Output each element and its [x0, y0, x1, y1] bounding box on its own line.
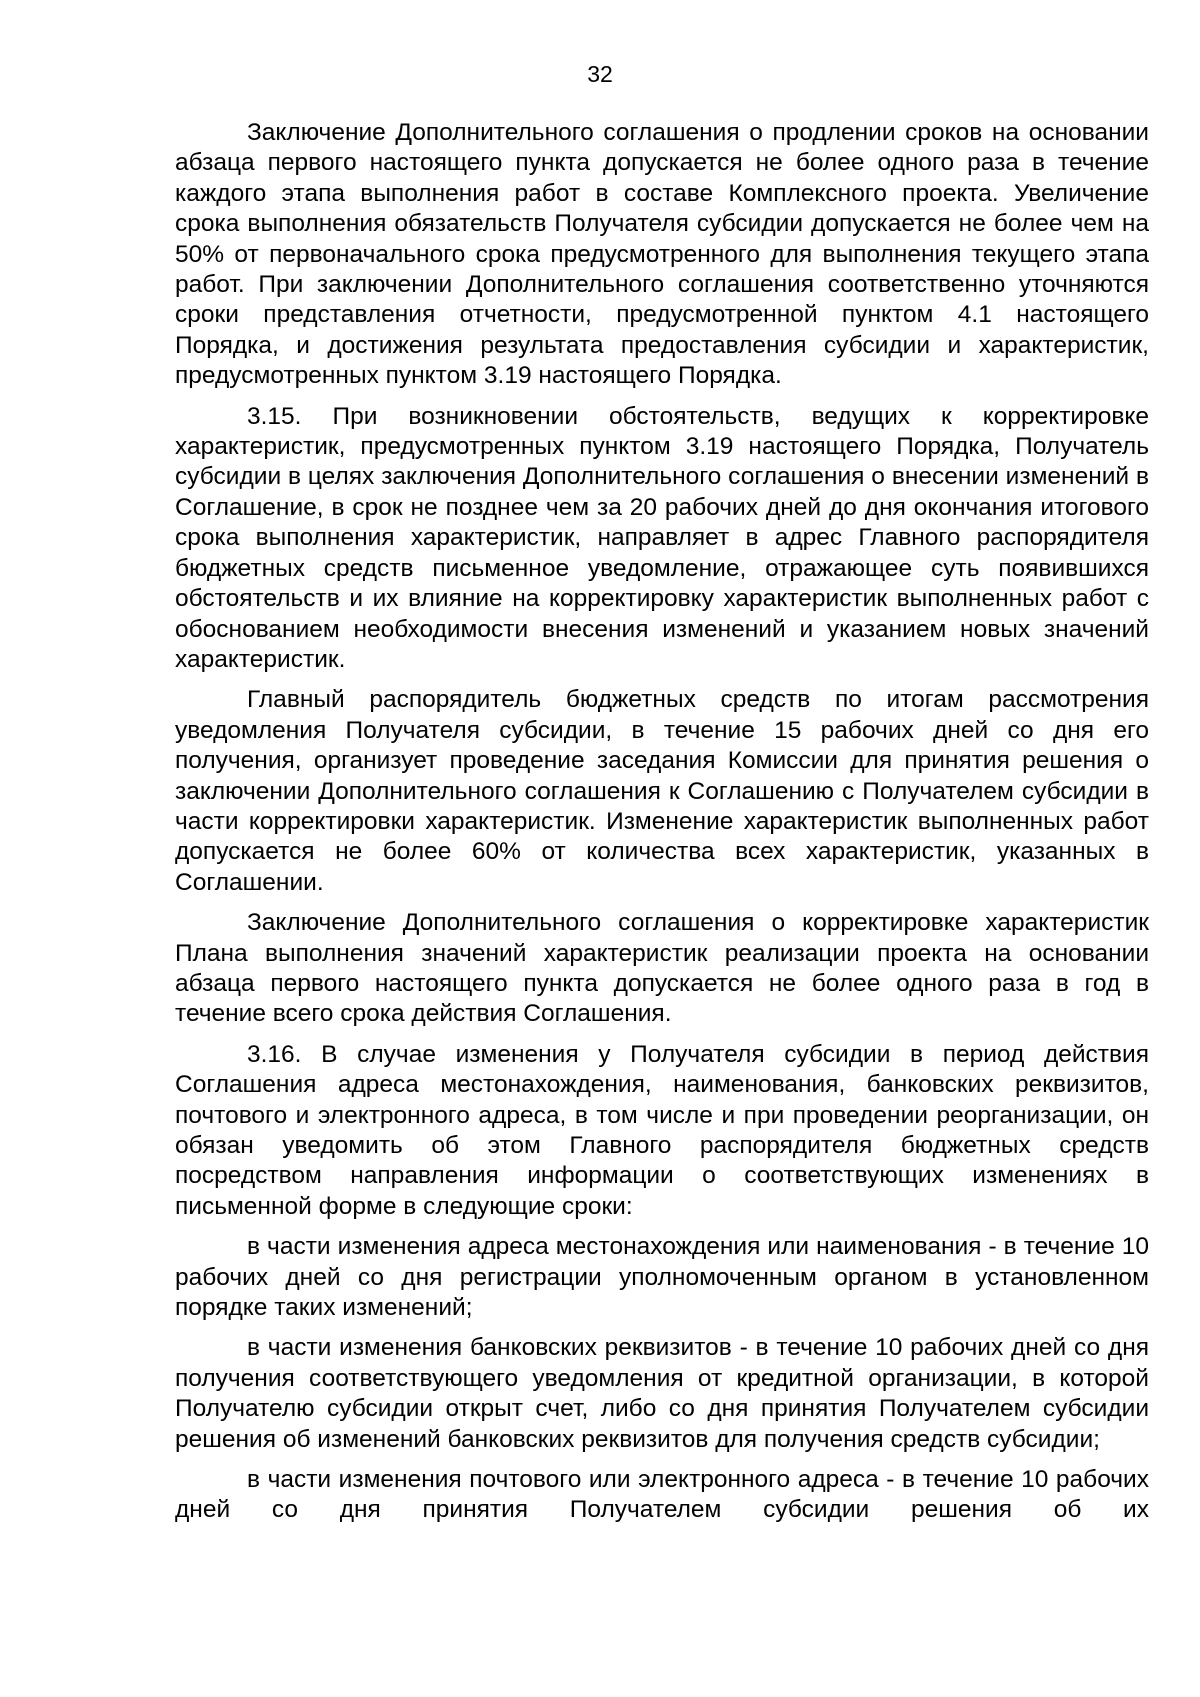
- paragraph-bank-details-change: в части изменения банковских реквизитов - в течение 10 рабочих дней со дня получения соответствующего уведомления от кредитной организации, в которой Получателю субсидии открыт счет, либо со дня принятия Получателем субсидии решения об изменений банковских реквизитов для получения средств субсидии;: [175, 1334, 1149, 1453]
- paragraph-characteristics-adjustment: Заключение Дополнительного соглашения о корректировке характеристик Плана выполнения значений характеристик реализации проекта на основании абзаца первого настоящего пункта допускается не более одного раза в год в течение всего срока действия Соглашения.: [175, 909, 1149, 1028]
- paragraph-3-15: 3.15. При возникновении обстоятельств, ведущих к корректировке характеристик, предусмотренных пунктом 3.19 настоящего Порядка, Получатель субсидии в целях заключения Дополнительного соглашения о внесении изменений в Соглашение, в срок не позднее чем за 20 рабочих дней до дня окончания итогового срока выполнения характеристик, направляет в адрес Главного распорядителя бюджетных средств письменное уведомление, отражающее суть появившихся обстоятельств и их влияние на корректировку характеристик выполненных работ с обоснованием необходимости внесения изменений и указанием новых значений характеристик.: [175, 402, 1149, 673]
- paragraph-postal-email-change: в части изменения почтового или электронного адреса - в течение 10 рабочих дней со дня принятия Получателем субсидии решения об их: [175, 1466, 1149, 1524]
- paragraph-commission-decision: Главный распорядитель бюджетных средств по итогам рассмотрения уведомления Получателя субсидии, в течение 15 рабочих дней со дня его получения, организует проведение заседания Комиссии для принятия решения о заключении Дополнительного соглашения к Соглашению с Получателем субсидии в части корректировки характеристик. Изменение характеристик выполненных работ допускается не более 60% от количества всех характеристик, указанных в Соглашении.: [175, 686, 1149, 896]
- paragraph-address-change: в части изменения адреса местонахождения или наименования - в течение 10 рабочих дней со дня регистрации уполномоченным органом в установленном порядке таких изменений;: [175, 1233, 1149, 1322]
- paragraph-extension-terms: Заключение Дополнительного соглашения о продлении сроков на основании абзаца первого настоящего пункта допускается не более одного раза в течение каждого этапа выполнения работ в составе Комплексного проекта. Увеличение срока выполнения обязательств Получателя субсидии допускается не более чем на 50% от первоначального срока предусмотренного для выполнения текущего этапа работ. При заключении Дополнительного соглашения соответственно уточняются сроки представления отчетности, предусмотренной пунктом 4.1 настоящего Порядка, и достижения результата предоставления субсидии и характеристик, предусмотренных пунктом 3.19 настоящего Порядка.: [175, 119, 1149, 390]
- page-number: 32: [587, 61, 613, 87]
- paragraph-3-16: 3.16. В случае изменения у Получателя субсидии в период действия Соглашения адреса местонахождения, наименования, банковских реквизитов, почтового и электронного адреса, в том числе и при проведении реорганизации, он обязан уведомить об этом Главного распорядителя бюджетных средств посредством направления информации о соответствующих изменениях в письменной форме в следующие сроки:: [175, 1040, 1149, 1220]
- document-body: [175, 118, 1149, 1526]
